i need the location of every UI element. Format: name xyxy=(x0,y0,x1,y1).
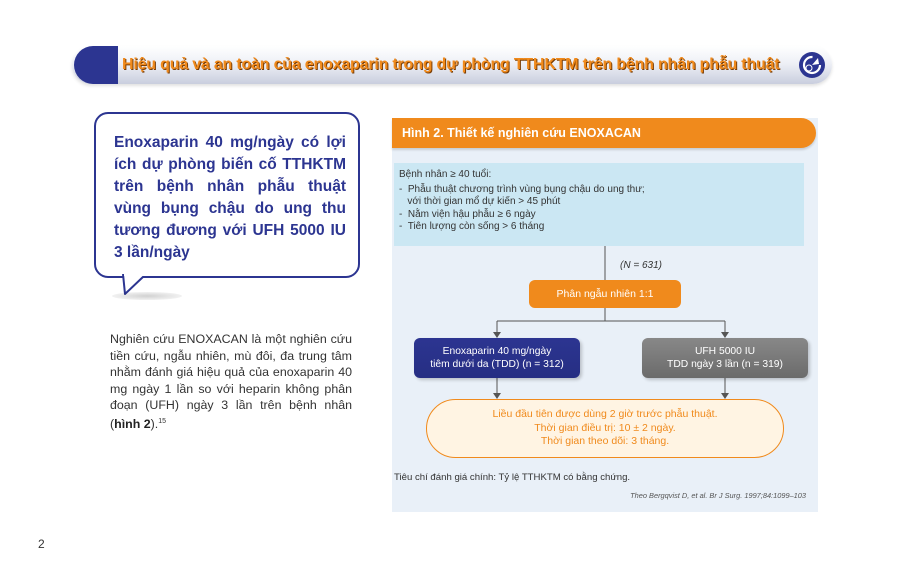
arm-line: UFH 5000 IU xyxy=(694,346,756,357)
randomization-box: Phân ngẫu nhiên 1:1 xyxy=(529,280,681,308)
criteria-item: - Phẫu thuật chương trình vùng bụng chậu do ung thư; xyxy=(399,184,645,195)
citation-number: 15 xyxy=(158,417,166,425)
dosing-line: Thời gian theo dõi: 3 tháng. xyxy=(540,435,670,448)
dosing-info-box xyxy=(426,399,784,458)
body-text-end: ). xyxy=(150,417,159,432)
dosing-line: Thời gian điều trị: 10 ± 2 ngày. xyxy=(534,421,676,434)
page-title: Hiệu quả và an toàn của enoxaparin trong dự phòng TTHKTM trên bệnh nhân phẫu thuật xyxy=(122,56,780,73)
key-message-text: Enoxaparin 40 mg/ngày có lợi ích dự phòng biến cố TTHKTM trên bệnh nhân phẫu thuật vùng bụng chậu do ung thu tương đương với UFH 5000 IU 3 lần/ngày xyxy=(114,134,346,261)
primary-endpoint: Tiêu chí đánh giá chính: Tỷ lệ TTHKTM có bằng chứng. xyxy=(394,472,631,483)
dosing-line: Liều đầu tiên được dùng 2 giờ trước phẫu thuật. xyxy=(492,408,718,421)
criteria-item: - Nằm viện hậu phẫu ≥ 6 ngày xyxy=(399,208,536,220)
sample-size-label: (N = 631) xyxy=(620,260,662,271)
page-number: 2 xyxy=(38,537,45,551)
criteria-title: Bệnh nhân ≥ 40 tuổi: xyxy=(399,169,492,180)
body-paragraph xyxy=(110,331,352,433)
study-design-figure xyxy=(392,118,818,512)
key-message-callout xyxy=(94,112,360,278)
figure-reference: hình 2 xyxy=(114,417,151,432)
body-text-start: Nghiên cứu ENOXACAN là một nghiên cứu tiền cứu, ngẫu nhiên, mù đôi, đa trung tâm nhằm đánh giá hiệu quả của enoxaparin 40 mg ngày 1 lần so với heparin không phân đoạn (UFH) ngày 3 lần trên bệnh nhân ( xyxy=(110,332,352,432)
arm-line: Enoxaparin 40 mg/ngày xyxy=(442,346,552,357)
title-banner xyxy=(72,40,840,90)
enoxaparin-arm-box xyxy=(414,338,580,378)
figure-title: Hình 2. Thiết kế nghiên cứu ENOXACAN xyxy=(402,126,641,140)
arm-line: TDD ngày 3 lần (n = 319) xyxy=(667,359,783,370)
criteria-item: - Tiên lượng còn sống > 6 tháng xyxy=(399,221,545,233)
criteria-item: với thời gian mổ dự kiến > 45 phút xyxy=(399,196,561,208)
arm-line: tiêm dưới da (TDD) (n = 312) xyxy=(430,359,564,370)
ufh-arm-box xyxy=(642,338,808,378)
figure-reference-citation: Theo Bergqvist D, et al. Br J Surg. 1997;84:1099–103 xyxy=(630,491,806,500)
callout-shadow xyxy=(112,292,182,300)
banner-tab xyxy=(74,46,118,84)
circular-arrow-logo-icon xyxy=(798,51,826,79)
